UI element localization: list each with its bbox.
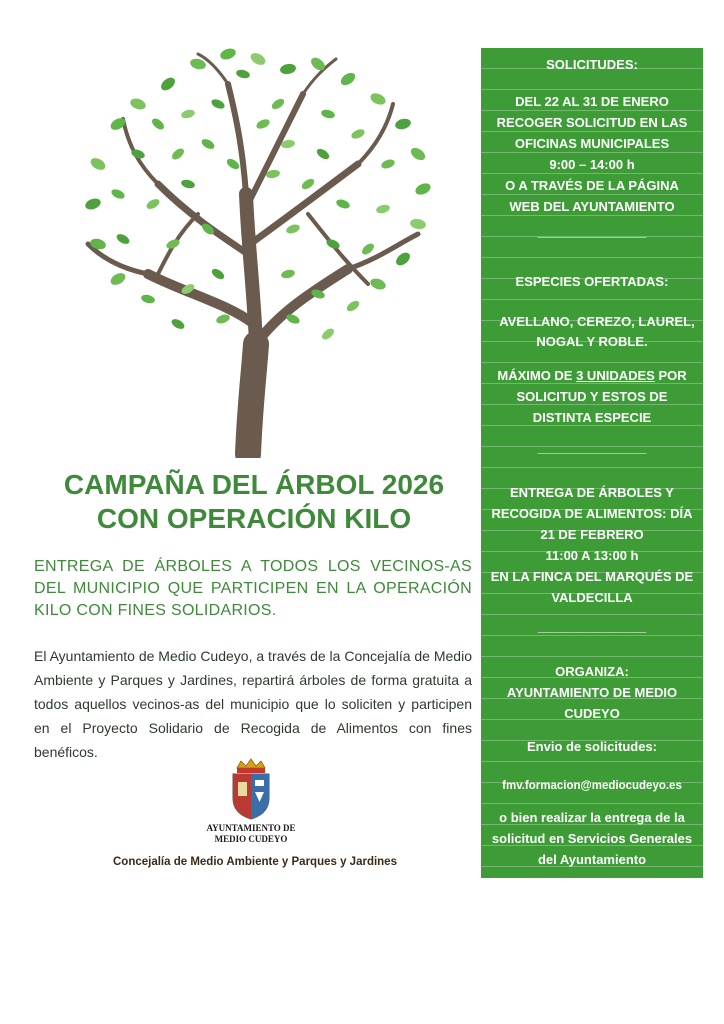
divider-3: _______________	[537, 619, 647, 634]
title-line-1: CAMPAÑA DEL ÁRBOL 2026	[63, 469, 445, 500]
especies-list-1: AVELLANO, CEREZO, LAUREL,	[499, 314, 695, 329]
organiza-heading: ORGANIZA:	[555, 664, 629, 679]
divider-1: _______________	[537, 224, 647, 239]
solicitudes-web-1: O A TRAVÉS DE LA PÁGINA	[505, 178, 679, 193]
entrega-line-1: ENTREGA DE ÁRBOLES Y	[510, 485, 674, 500]
entrega-line-4: 11:00 A 13:00 h	[545, 548, 639, 563]
max-post: POR	[654, 368, 687, 383]
max-line-1	[481, 366, 703, 387]
max-line-3: DISTINTA ESPECIE	[532, 410, 652, 425]
tree-illustration	[78, 44, 438, 458]
especies-list-2: NOGAL Y ROBLE.	[536, 334, 648, 349]
entrega-line-3: 21 DE FEBRERO	[540, 527, 644, 542]
organiza-line-1: AYUNTAMIENTO DE MEDIO	[506, 685, 678, 700]
crest-caption	[196, 823, 306, 845]
title-line-2: CON OPERACIÓN KILO	[96, 503, 412, 534]
entrega-line-2: RECOGIDA DE ALIMENTOS: DÍA	[491, 506, 693, 521]
solicitudes-web-2: WEB DEL AYUNTAMIENTO	[509, 199, 675, 214]
max-pre: MÁXIMO DE	[497, 368, 577, 383]
body-paragraph: El Ayuntamiento de Medio Cudeyo, a través de la Concejalía de Medio Ambiente y Parques y Jardines, repartirá árboles de forma gratuita a todos aquellos vecinos-as del municipio que lo soliciten y participen en el Proyecto Solidario de Recogida de Alimentos con fines benéficos.	[34, 648, 472, 760]
department-name: Concejalía de Medio Ambiente y Parques y Jardines	[113, 856, 397, 868]
solicitudes-dates: DEL 22 AL 31 DE ENERO	[515, 94, 669, 109]
alt-delivery-line-2: solicitud en Servicios Generales	[491, 831, 693, 846]
contact-email[interactable]: fmv.formacion@mediocudeyo.es	[502, 780, 682, 792]
organiza-line-2: CUDEYO	[564, 706, 620, 721]
poster-title	[30, 468, 478, 536]
lead-paragraph: ENTREGA DE ÁRBOLES A TODOS LOS VECINOS-AS DEL MUNICIPIO QUE PARTICIPEN EN LA OPERACIÓN KILO CON FINES SOLIDARIOS.	[34, 558, 472, 619]
max-line-2: SOLICITUD Y ESTOS DE	[516, 389, 668, 404]
especies-heading: ESPECIES OFERTADAS:	[515, 274, 669, 289]
info-panel	[481, 48, 703, 878]
crest-caption-line-1: AYUNTAMIENTO DE	[206, 823, 296, 833]
solicitudes-hours: 9:00 – 14:00 h	[549, 157, 635, 172]
tree-trunk	[88, 54, 418, 454]
divider-2: _______________	[537, 440, 647, 455]
entrega-line-5: EN LA FINCA DEL MARQUÉS DE	[490, 569, 694, 584]
crest-caption-line-2: MEDIO CUDEYO	[214, 834, 288, 844]
solicitudes-collect-2: OFICINAS MUNICIPALES	[514, 136, 670, 151]
max-units: 3 UNIDADES	[576, 368, 655, 383]
coat-of-arms-icon	[228, 758, 274, 820]
alt-delivery-line-1: o bien realizar la entrega de la	[499, 810, 685, 825]
envio-heading: Envio de solicitudes:	[526, 739, 658, 754]
solicitudes-collect-1: RECOGER SOLICITUD EN LAS	[496, 115, 688, 130]
entrega-line-6: VALDECILLA	[551, 590, 633, 605]
alt-delivery-line-3: del Ayuntamiento	[537, 852, 647, 867]
solicitudes-heading: SOLICITUDES:	[546, 57, 638, 72]
